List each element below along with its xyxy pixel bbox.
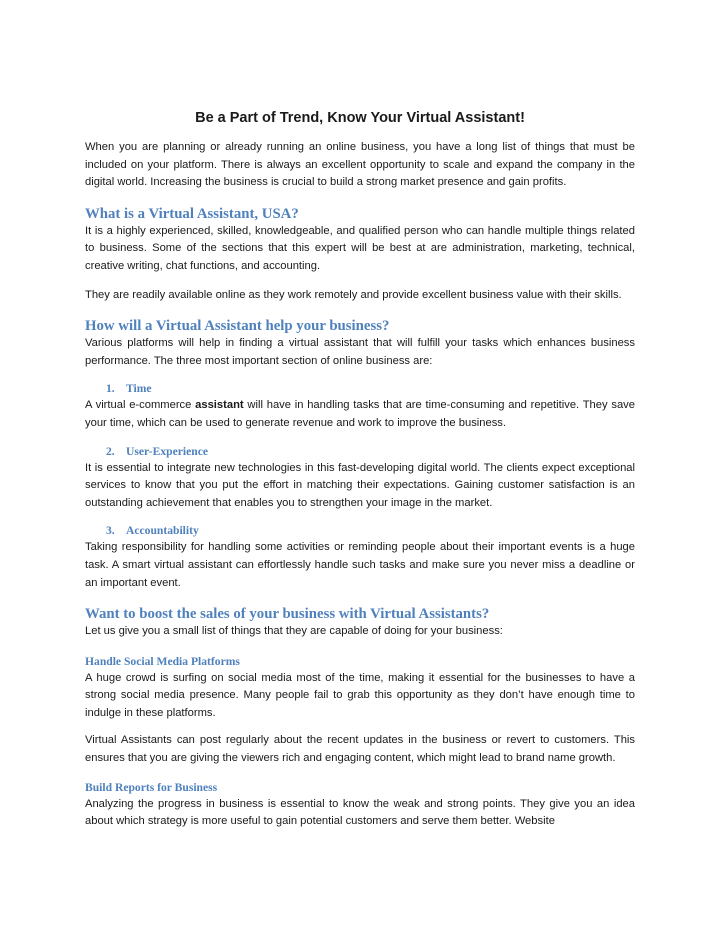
accountability-paragraph: Taking responsibility for handling some activities or reminding people about their important events is a huge task. A smart virtual assistant can effortlessly handle such tasks and make sure you never miss a deadline or an important event. xyxy=(85,541,635,589)
list-item-title: Time xyxy=(126,382,152,396)
section-heading-boost-sales: Want to boost the sales of your business with Virtual Assistants? xyxy=(85,606,490,623)
section1-paragraph-1: It is a highly experienced, skilled, knowledgeable, and qualified person who can handle multiple things related to business. Some of the sections that this expert will be best at are administration, marketing, technical, creative writing, chat functions, and accounting. xyxy=(85,224,635,272)
text-run: A virtual e-commerce xyxy=(85,399,196,412)
section-heading-how-will: How will a Virtual Assistant help your business? xyxy=(85,318,390,335)
document-title: Be a Part of Trend, Know Your Virtual Assistant! xyxy=(195,110,525,126)
bold-text-run: assistant xyxy=(195,399,244,412)
list-item-heading-time xyxy=(106,380,635,397)
section2-paragraph-1: Various platforms will help in finding a virtual assistant that will fulfill your tasks which enhances business performance. The three most important section of online business are: xyxy=(85,337,635,367)
section3-paragraph-1: Let us give you a small list of things that they are capable of doing for your business: xyxy=(85,625,503,638)
user-experience-paragraph: It is essential to integrate new technologies in this fast-developing digital world. The clients expect exceptional services to know that you put the effort in matching their expectations. Gaining customer satisfaction is an outstanding achievement that enables you to strengthen your image in the market. xyxy=(85,461,635,509)
social-media-paragraph-1: A huge crowd is surfing on social media most of the time, making it essential for the businesses to have a strong social media presence. Many people fail to grab this opportunity as they don’t have enough time to indulge in these platforms. xyxy=(85,671,635,719)
text-run: will have in handling tasks that are time-consuming and repetitive. They save your time, which can be used to generate revenue and work to improve the business. xyxy=(85,399,635,429)
social-media-paragraph-2: Virtual Assistants can post regularly about the recent updates in the business or revert to customers. This ensures that you are giving the viewers rich and engaging content, which might lead to brand name growth. xyxy=(85,734,635,765)
section-heading-what-is: What is a Virtual Assistant, USA? xyxy=(85,205,299,222)
list-number: 1. xyxy=(106,382,115,396)
section1-paragraph-2: They are readily available online as they work remotely and provide excellent business value with their skills. xyxy=(85,288,622,301)
subheading-build-reports: Build Reports for Business xyxy=(85,780,218,794)
time-paragraph xyxy=(85,397,635,432)
subheading-social-media: Handle Social Media Platforms xyxy=(85,654,240,668)
list-number: 2. xyxy=(106,444,115,458)
list-item-heading-accountability xyxy=(106,522,635,539)
list-item-heading-user-experience xyxy=(106,443,635,460)
document-page xyxy=(85,108,635,831)
build-reports-paragraph-1: Analyzing the progress in business is essential to know the weak and strong points. They give you an idea about which strategy is more useful to gain potential customers and serve them better. Website xyxy=(85,797,635,828)
list-item-title: Accountability xyxy=(126,524,199,538)
list-item-title: User-Experience xyxy=(126,444,208,458)
list-number: 3. xyxy=(106,524,115,538)
intro-paragraph: When you are planning or already running an online business, you have a long list of things that must be included on your platform. There is always an excellent opportunity to scale and expand the company in the digital world. Increasing the business is crucial to build a strong market presence and gain profits. xyxy=(85,141,635,189)
